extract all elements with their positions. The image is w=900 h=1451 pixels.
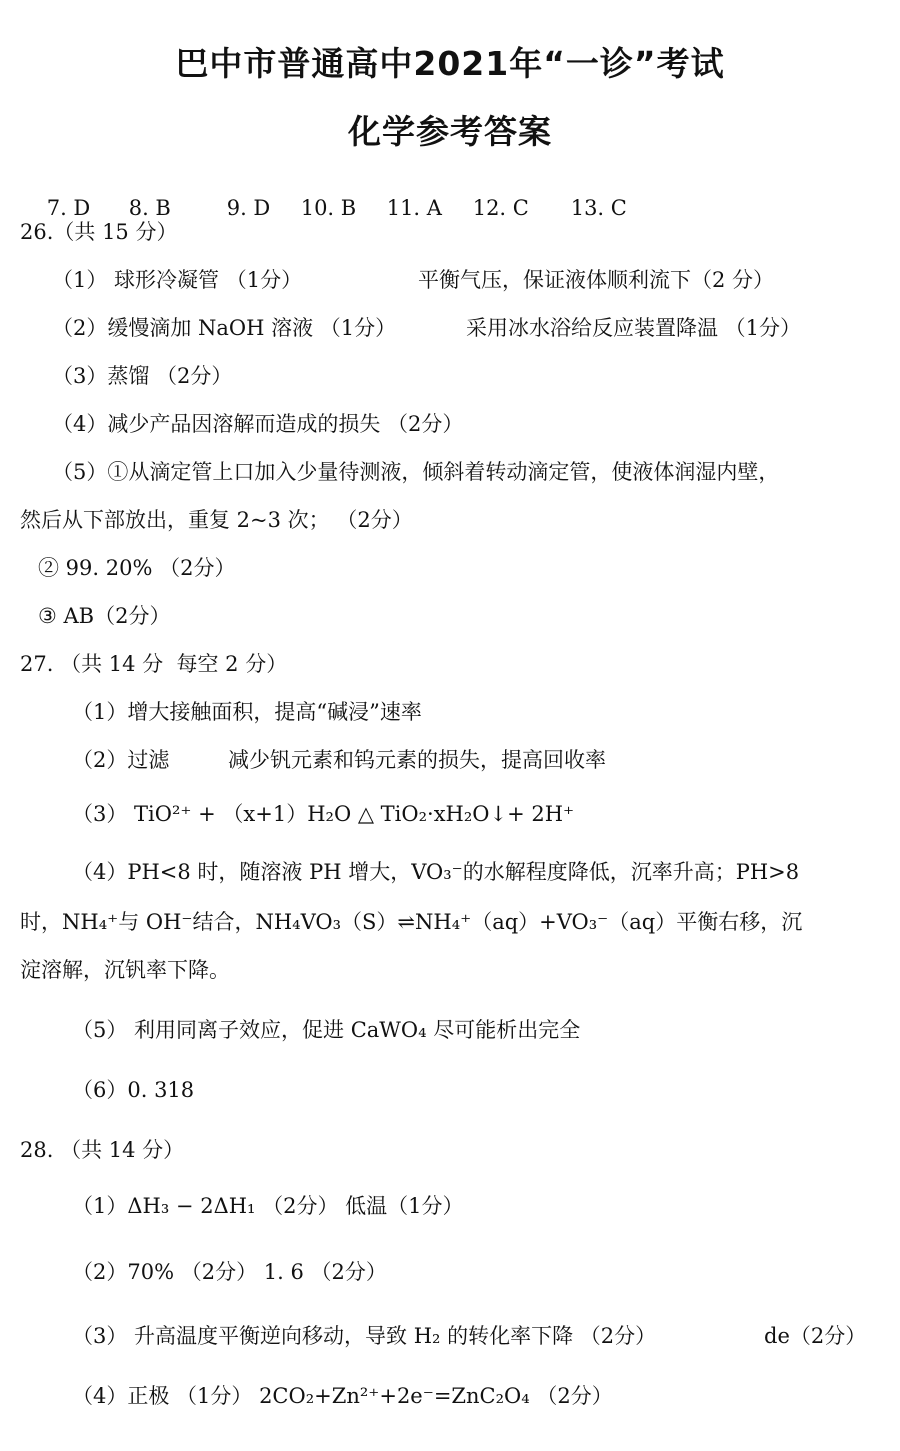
q27-part3-equation: （3） TiO²⁺ + （x+1）H₂O △ TiO₂·xH₂O↓+ 2H⁺: [72, 802, 575, 826]
q28-part4: （4）正极 （1分） 2CO₂+Zn²⁺+2e⁻=ZnC₂O₄ （2分）: [72, 1384, 613, 1408]
q26-part5-line2: 然后从下部放出，重复 2~3 次； （2分）: [20, 508, 413, 532]
q26-part1-b: 平衡气压，保证液体顺利流下（2 分）: [418, 268, 775, 292]
mc-answer-10: 10. B: [300, 196, 357, 221]
q26-part5-answer3: ③ AB（2分）: [38, 604, 171, 628]
q26-part3: （3）蒸馏 （2分）: [52, 364, 233, 388]
q26-part4: （4）减少产品因溶解而造成的损失 （2分）: [52, 412, 464, 436]
q27-part6: （6）0. 318: [72, 1078, 195, 1102]
q27-part4-line1: （4）PH<8 时，随溶液 PH 增大，VO₃⁻的水解程度降低，沉率升高；PH>8: [72, 860, 800, 884]
q28-part3-b: de（2分）: [764, 1324, 867, 1348]
page-title: 巴中市普通高中2021年“一诊”考试: [175, 44, 725, 83]
q28-part3-a: （3） 升高温度平衡逆向移动，导致 H₂ 的转化率下降 （2分）: [72, 1324, 657, 1348]
page-subtitle: 化学参考答案: [348, 112, 552, 151]
q27-part2-a: （2）过滤: [72, 748, 170, 772]
q27-part2-b: 减少钒元素和钨元素的损失，提高回收率: [228, 748, 606, 772]
mc-answer-8: 8. B: [128, 196, 171, 221]
q27-header: 27. （共 14 分 每空 2 分）: [20, 652, 288, 676]
mc-answer-13: 13. C: [570, 196, 627, 221]
q28-part2: （2）70% （2分） 1. 6 （2分）: [72, 1260, 387, 1284]
q26-header: 26.（共 15 分）: [20, 220, 178, 244]
mc-answer-9: 9. D: [226, 196, 271, 221]
mc-answer-7: 7. D: [46, 196, 91, 221]
q26-part5-line1: （5）①从滴定管上口加入少量待测液，倾斜着转动滴定管，使液体润湿内壁，: [52, 460, 780, 484]
q27-part5: （5） 利用同离子效应，促进 CaWO₄ 尽可能析出完全: [72, 1018, 581, 1042]
mc-answer-11: 11. A: [386, 196, 442, 221]
q26-part2-b: 采用冰水浴给反应装置降温 （1分）: [466, 316, 802, 340]
q26-part2-a: （2）缓慢滴加 NaOH 溶液 （1分）: [52, 316, 397, 340]
q27-part4-line3: 淀溶解，沉钒率下降。: [20, 958, 230, 982]
q26-part5-answer2: ② 99. 20% （2分）: [38, 556, 236, 580]
q28-header: 28. （共 14 分）: [20, 1138, 185, 1162]
q27-part1: （1）增大接触面积，提高“碱浸”速率: [72, 700, 422, 724]
q27-part4-line2: 时，NH₄⁺与 OH⁻结合，NH₄VO₃（S）⇌NH₄⁺（aq）+VO₃⁻（aq）平衡右移，沉: [20, 910, 803, 934]
mc-answer-12: 12. C: [472, 196, 529, 221]
q28-part1: （1）ΔH₃ − 2ΔH₁ （2分） 低温（1分）: [72, 1194, 464, 1218]
q26-part1-a: （1） 球形冷凝管 （1分）: [52, 268, 303, 292]
